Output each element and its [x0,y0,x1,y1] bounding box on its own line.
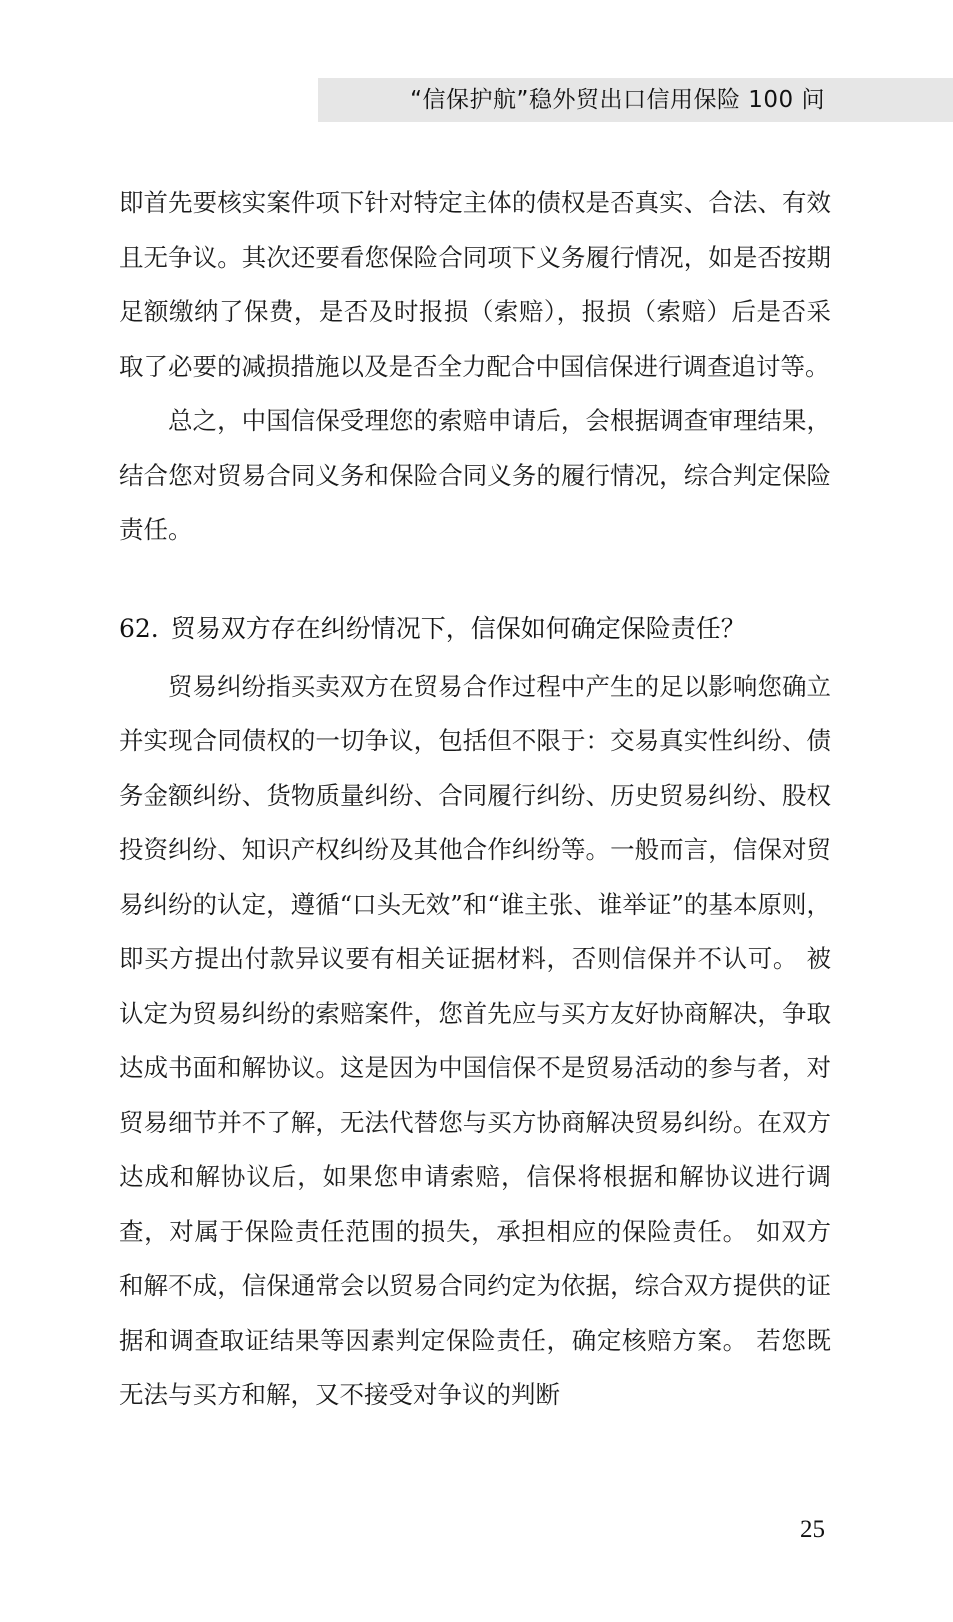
page-body [119,176,831,1423]
page-number: 25 [800,1516,825,1543]
question-heading [119,609,831,649]
paragraph-continuation: 即首先要核实案件项下针对特定主体的债权是否真实、合法、有效且无争议。其次还要看您保险合同项下义务履行情况，如是否按期足额缴纳了保费，是否及时报损（索赔），报损（索赔）后是否采取了必要的减损措施以及是否全力配合中国信保进行调查追讨等。 [119,188,831,381]
running-header-title: “信保护航”稳外贸出口信用保险 100 问 [410,87,825,113]
paragraph-summary: 总之，中国信保受理您的索赔申请后，会根据调查审理结果，结合您对贸易合同义务和保险合同义务的履行情况，综合判定保险责任。 [119,406,831,544]
question-number: 62. [119,613,159,643]
question-title: 贸易双方存在纠纷情况下，信保如何确定保险责任？ [170,613,746,643]
paragraph-answer: 贸易纠纷指买卖双方在贸易合作过程中产生的足以影响您确立并实现合同债权的一切争议，包括但不限于：交易真实性纠纷、债务金额纠纷、货物质量纠纷、合同履行纠纷、历史贸易纠纷、股权投资纠纷、知识产权纠纷及其他合作纠纷等。一般而言，信保对贸易纠纷的认定，遵循“口头无效”和“谁主张、谁举证”的基本原则，即买方提出付款异议要有相关证据材料，否则信保并不认可。 被认定为贸易纠纷的索赔案件，您首先应与买方友好协商解决，争取达成书面和解协议。这是因为中国信保不是贸易活动的参与者，对贸易细节并不了解，无法代替您与买方协商解决贸易纠纷。在双方达成和解协议后，如果您申请索赔，信保将根据和解协议进行调查，对属于保险责任范围的损失，承担相应的保险责任。 如双方和解不成，信保通常会以贸易合同约定为依据，综合双方提供的证据和调查取证结果等因素判定保险责任，确定核赔方案。 若您既无法与买方和解，又不接受对争议的判断 [119,671,831,1409]
